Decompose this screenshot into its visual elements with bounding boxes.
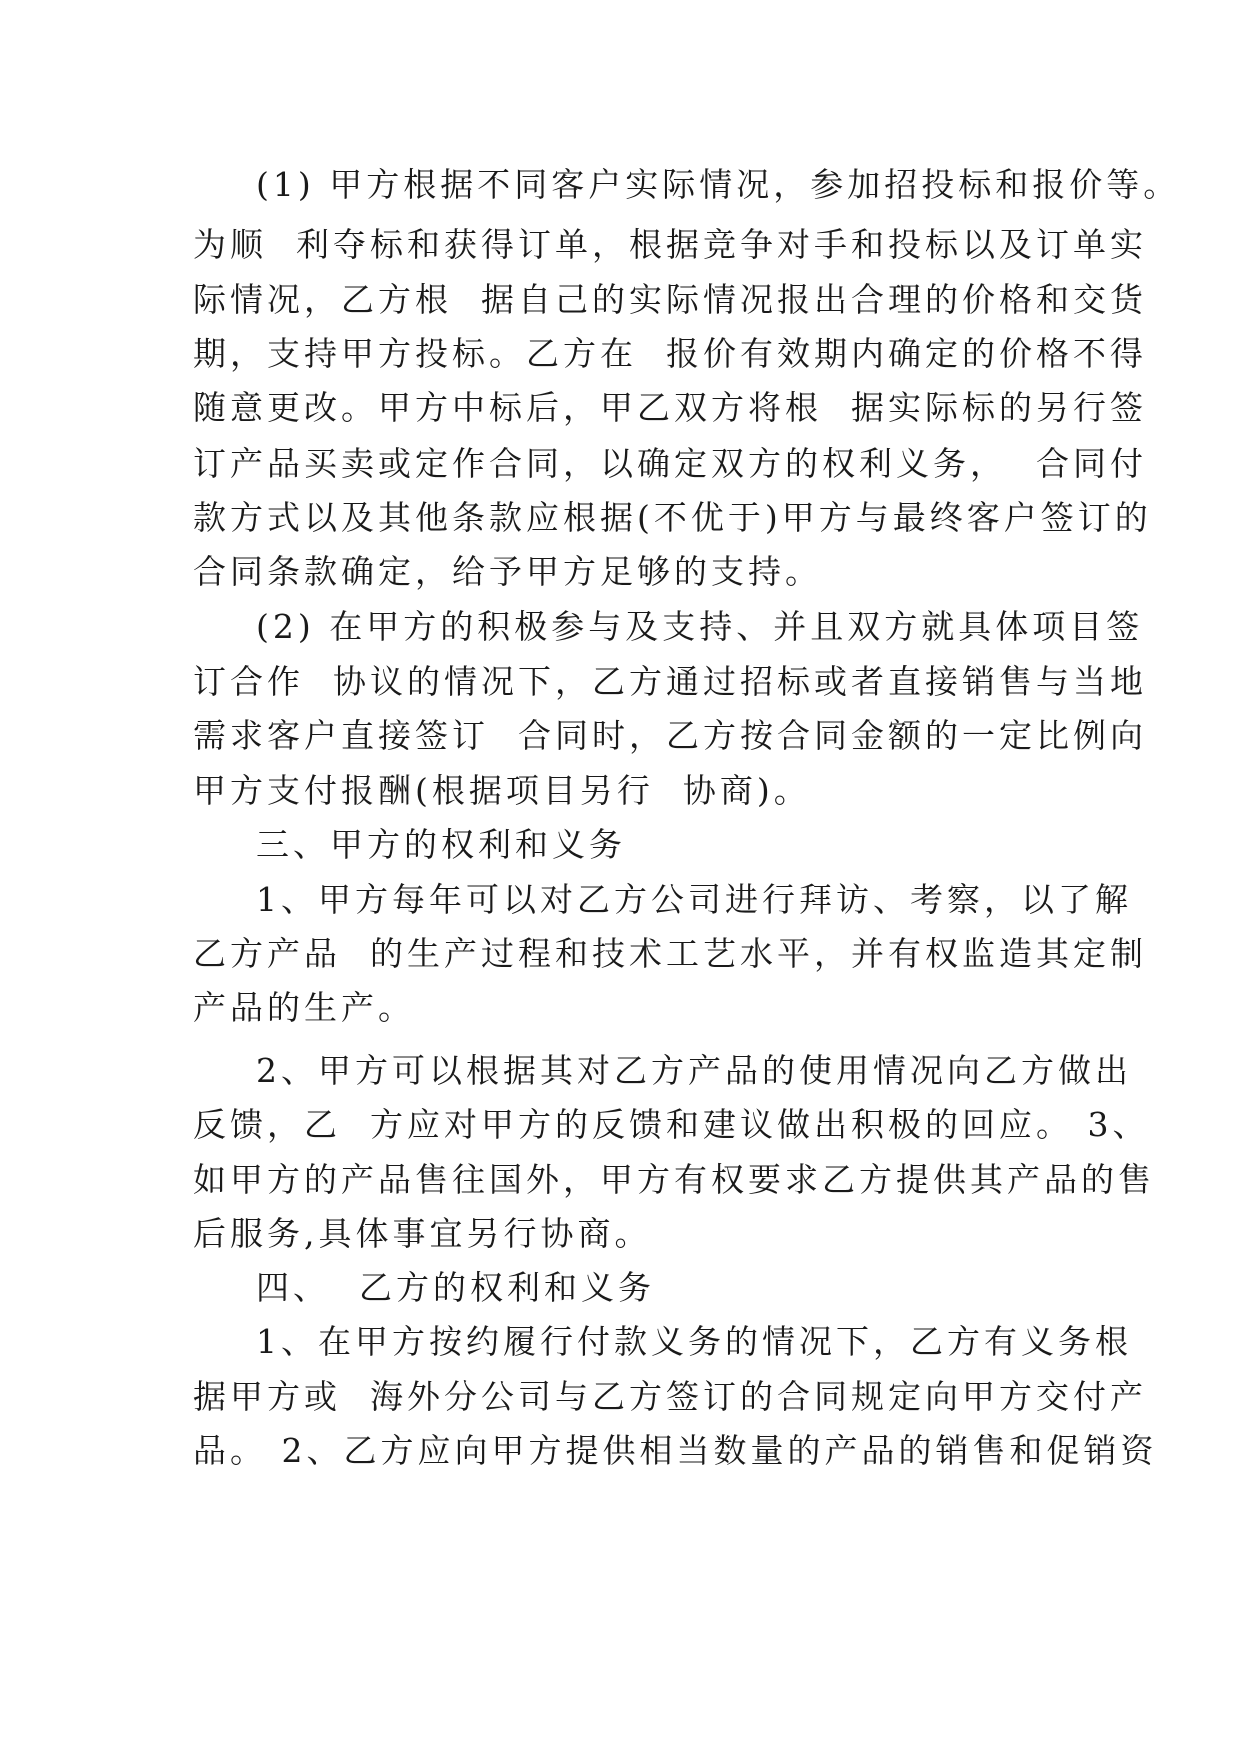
para-3-line-1: 1、甲方每年可以对乙方公司进行拜访、考察，以了解 [256, 880, 1132, 919]
para-5-line-1: 1、在甲方按约履行付款义务的情况下，乙方有义务根 [256, 1322, 1132, 1361]
para-1-line-4: 期，支持甲方投标。乙方在 报价有效期内确定的价格不得 [193, 334, 1147, 373]
para-1-line-8: 合同条款确定，给予甲方足够的支持。 [193, 552, 822, 591]
para-1-line-2: 为顺 利夺标和获得订单，根据竞争对手和投标以及订单实 [193, 225, 1147, 264]
para-1-line-5: 随意更改。甲方中标后，甲乙双方将根 据实际标的另行签 [193, 388, 1147, 427]
para-1-line-6: 订产品买卖或定作合同，以确定双方的权利义务， 合同付 [193, 444, 1147, 483]
para-2-line-4: 甲方支付报酬(根据项目另行 协商)。 [193, 771, 811, 810]
para-2-line-3: 需求客户直接签订 合同时，乙方按合同金额的一定比例向 [193, 716, 1147, 755]
para-4-line-4: 后服务,具体事宜另行协商。 [193, 1214, 652, 1253]
para-5-line-3: 品。 2、乙方应向甲方提供相当数量的产品的销售和促销资 [193, 1431, 1158, 1470]
para-4-line-2: 反馈，乙 方应对甲方的反馈和建议做出积极的回应。 3、 [193, 1105, 1150, 1144]
para-3-line-3: 产品的生产。 [193, 988, 415, 1027]
para-4-line-3: 如甲方的产品售往国外，甲方有权要求乙方提供其产品的售 [193, 1160, 1155, 1199]
para-1-line-7: 款方式以及其他条款应根据(不优于)甲方与最终客户签订的 [193, 498, 1152, 537]
para-1-line-1: (1) 甲方根据不同客户实际情况，参加招投标和报价等。 [256, 165, 1181, 204]
para-2-line-1: (2) 在甲方的积极参与及支持、并且双方就具体项目签 [256, 607, 1144, 646]
para-4-line-1: 2、甲方可以根据其对乙方产品的使用情况向乙方做出 [256, 1051, 1132, 1090]
para-5-line-2: 据甲方或 海外分公司与乙方签订的合同规定向甲方交付产 [193, 1377, 1147, 1416]
section-heading-3: 三、甲方的权利和义务 [256, 825, 626, 864]
para-1-line-3: 际情况，乙方根 据自己的实际情况报出合理的价格和交货 [193, 280, 1147, 319]
section-heading-4: 四、 乙方的权利和义务 [256, 1268, 655, 1307]
para-3-line-2: 乙方产品 的生产过程和技术工艺水平，并有权监造其定制 [193, 934, 1147, 973]
para-2-line-2: 订合作 协议的情况下，乙方通过招标或者直接销售与当地 [193, 662, 1147, 701]
